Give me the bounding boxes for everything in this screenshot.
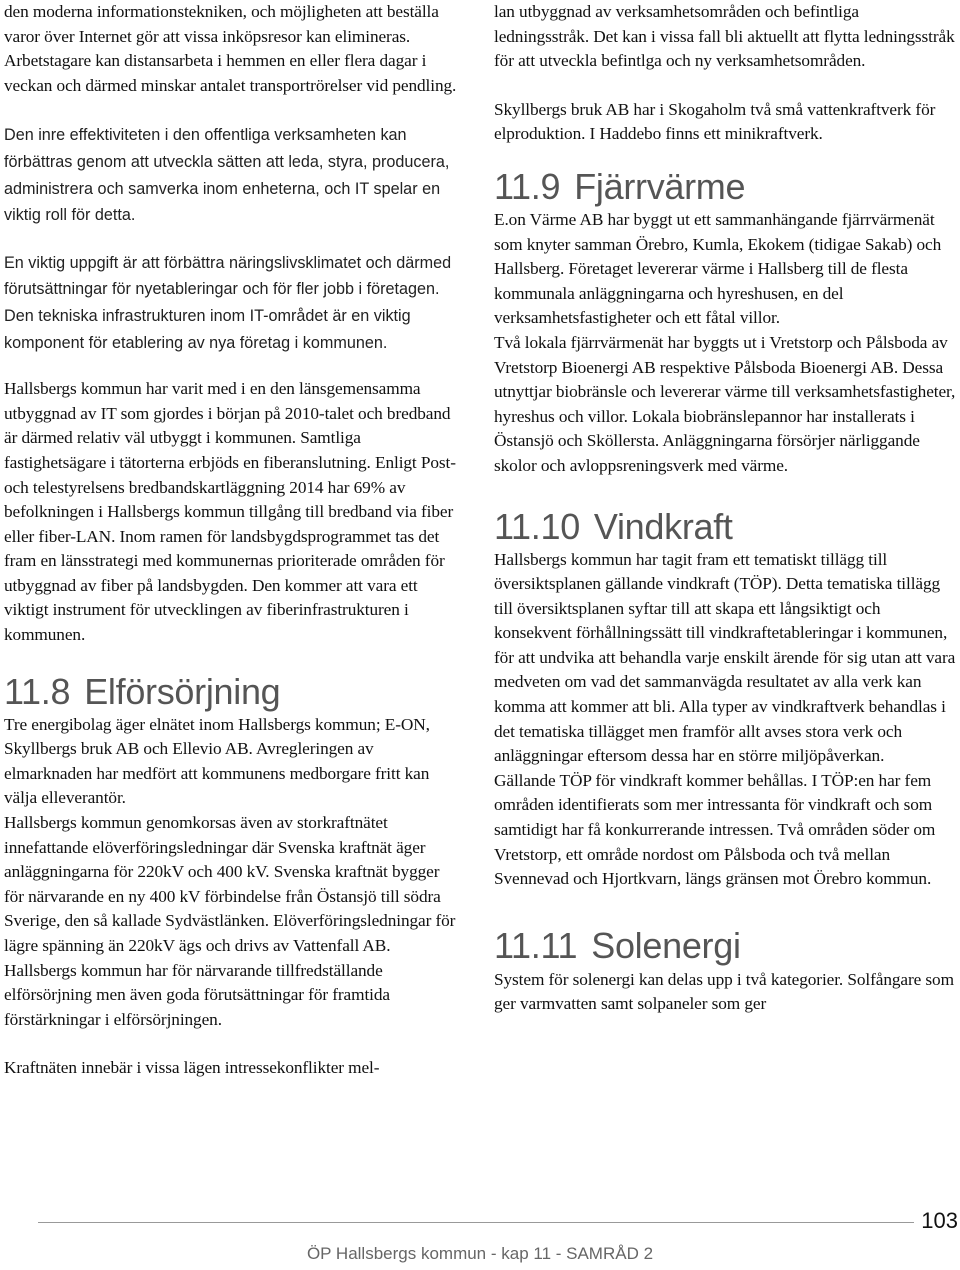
paragraph: En viktig uppgift är att förbättra näringslivsklimatet och därmed förutsättningar för nyetableringar och för fler jobb i företagen. Den tekniska infrastrukturen inom IT-området är en viktig komponent för etablering av nya företag i kommunen.	[4, 253, 452, 352]
page-number: 103	[921, 1208, 958, 1233]
paragraph: E.on Värme AB har byggt ut ett sammanhängande fjärrvärmenät som knyter samman Örebro, Kumla, Ekokem (tidigae Sakab) och Hallsberg. Företaget levererar värme i Hallsberg till de flesta kommunala anläggningarna och hyreshusen, en del verksamhetsfastigheter och ett fåtal villor.	[494, 209, 942, 328]
paragraph: Skyllbergs bruk AB har i Skogaholm två små vattenkraftverk för elproduktion. I Haddebo finns ett minikraftverk.	[494, 99, 936, 144]
section-heading-11-8	[4, 672, 462, 712]
section-title: Fjärrvärme	[574, 165, 746, 207]
section-title: Solenergi	[591, 924, 741, 966]
paragraph: Hallsbergs kommun har varit med i en den länsgemensamma utbyggnad av IT som gjordes i början på 2010-talet och bredband är därmed relativ väl utbyggt i kommunen. Samtliga fastighetsägare i tätorterna erbjöds en fiberanslutning. Enligt Post- och telestyrelsens bredbandskartläggning 2014 har 69% av befolkningen i Hallsbergs kommun tillgång till bredband via fiber eller fiber-LAN. Inom ramen för landsbygdsprogrammet tas det fram en länsstrategi med kommunernas prioriterade områden för utbyggnad av fiber på landsbygden. Den kommer att vara ett viktigt instrument för utvecklingen av fiberinfrastrukturen i kommunen.	[4, 379, 456, 645]
paragraph: Den inre effektiviteten i den offentliga verksamheten kan förbättras genom att utveckla sätten att leda, styra, producera, administrera och samverka inom enheterna, och IT spelar en viktig roll för detta.	[4, 126, 450, 225]
paragraph: Hallsbergs kommun genomkorsas även av storkraftnätet innefattande elöverföringsledningar där Svenska kraftnät äger anläggningarna för 220kV och 400 kV. Svenska kraftnät bygger för närvarande en ny 400 kV förbindelse från Östansjö till södra Sverige, den så kallade Sydvästlänken. Elöverföringsledningar för lägre spänning än 220kV ägs och drivs av Vattenfall AB. Hallsbergs kommun har för närvarande tillfredställande elförsörjning men även goda förutsättningar för framtida förstärkningar i elförsörjningen.	[4, 813, 456, 1029]
section-heading-11-11	[494, 926, 956, 966]
section-number: 11.8	[4, 670, 71, 712]
paragraph: den moderna informationstekniken, och möjligheten att beställa varor över Internet gör att vissa inköpsresor kan elimineras. Arbetstagare kan distansarbeta i hemmen en eller flera dagar i veckan och därmed minskar antalet transportrörelser vid pendling.	[4, 2, 457, 95]
section-heading-11-9	[494, 167, 956, 207]
section-number: 11.11	[494, 924, 578, 966]
paragraph: lan utbyggnad av verksamhetsområden och befintliga ledningsstråk. Det kan i vissa fall bli aktuellt att flytta ledningsstråk för att utveckla befintlga och ny verksamhetsområden.	[494, 2, 955, 71]
paragraph: Gällande TÖP för vindkraft kommer behållas. I TÖP:en har fem områden identifierats som mer intressanta för vindkraft och som samtidigt har få konkurrerande intressen. Två områden söder om Vretstorp, ett område nordost om Pålsboda och två mellan Svennevad och Hjortkvarn, längs gränsen mot Örebro kommun.	[494, 770, 936, 889]
right-column	[494, 0, 956, 1017]
paragraph: System för solenergi kan delas upp i två kategorier. Solfångare som ger varmvatten samt solpaneler som ger	[494, 969, 954, 1014]
left-column	[4, 0, 462, 1081]
paragraph: Två lokala fjärrvärmenät har byggts ut i Vretstorp och Pålsboda av Vretstorp Bioenergi AB respektive Pålsboda Bioenergi AB. Dessa utnyttjar biobränsle och levererar värme till verksamhetsfastigheter, hyreshus och villor. Lokala biobränslepannor har installerats i Östansjö och Sköllersta. Anläggningarna försörjer närliggande skolor och avloppsreningsverk med värme.	[494, 332, 956, 475]
footer-text: ÖP Hallsbergs kommun - kap 11 - SAMRÅD 2	[306, 1244, 654, 1263]
section-title: Elförsörjning	[84, 670, 281, 712]
paragraph: Hallsbergs kommun har tagit fram ett tematiskt tillägg till översiktsplanen gällande vindkraft (TÖP). Detta tematiska tillägg till översiktsplanen syftar till att skapa ett långsiktigt och konsekvent förhållningssätt till vindkraftetableringar i kommunen, för att undvika att behandla varje enskilt ärende för sig utan att vara medveten om vad det sammanvägda resultatet av alla verk kan komma att kommer att bli. Alla typer av vindkraftverk behandlas i det tematiska tillägget men framför allt avses stora verk och anläggningar eftersom dessa har en större miljöpåverkan.	[494, 549, 956, 766]
section-number: 11.9	[494, 165, 561, 207]
paragraph: Kraftnäten innebär i vissa lägen intressekonflikter mel-	[4, 1058, 380, 1078]
section-title: Vindkraft	[593, 505, 733, 547]
section-heading-11-10	[494, 507, 956, 547]
section-number: 11.10	[494, 505, 580, 547]
paragraph: Tre energibolag äger elnätet inom Hallsbergs kommun; E-ON, Skyllbergs bruk AB och Ellevio AB. Avregleringen av elmarknaden har medfört att kommunens medborgare fritt kan välja elleverantör.	[4, 714, 430, 808]
footer-divider	[38, 1222, 914, 1223]
